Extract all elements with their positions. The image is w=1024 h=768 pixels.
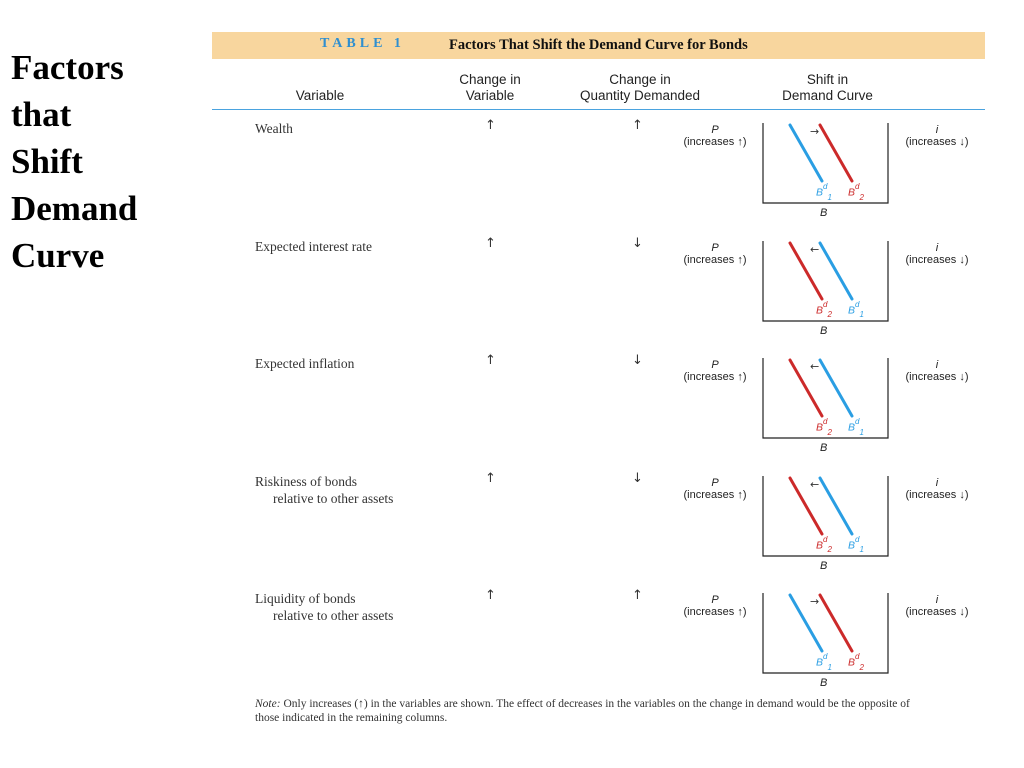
row-variable-line: relative to other assets — [273, 608, 394, 623]
row-change-quantity: ↑ — [632, 118, 643, 133]
demand-curve-original — [820, 360, 852, 416]
i-axis-label: i (increases ↓) — [905, 124, 969, 148]
note-label: Note: — [255, 698, 281, 710]
shift-arrow-icon: ← — [810, 477, 820, 491]
i-axis-label: i (increases ↓) — [905, 476, 969, 501]
row-change-variable: ↑ — [485, 588, 496, 603]
row-change-variable: ↑ — [485, 353, 496, 368]
shift-graph — [670, 588, 990, 698]
row-variable — [255, 355, 354, 372]
curve-label-original: $B^d_1$ — [848, 417, 864, 437]
x-axis-label: B — [820, 559, 828, 572]
row-change-quantity: ↓ — [632, 470, 643, 486]
p-axis-label: P (increases ↑) — [683, 359, 747, 383]
row-change-variable: ↑ — [485, 118, 496, 133]
row-variable — [255, 473, 393, 507]
curve-label-shifted: $B^d_2$ — [816, 299, 832, 320]
curve-label-shifted: $B^d_2$ — [816, 417, 832, 437]
shift-graph-svg — [670, 236, 990, 346]
header-change-in-variable: Change in Variable — [459, 72, 521, 103]
table-note — [255, 697, 935, 725]
i-axis-label: i (increases ↓) — [905, 359, 969, 383]
x-axis-label: B — [820, 442, 828, 454]
row-change-variable: ↑ — [485, 235, 496, 251]
row-variable-line: Wealth — [255, 121, 293, 136]
shift-graph-svg — [670, 471, 990, 581]
demand-curve-shifted — [820, 125, 852, 181]
table-title: Factors That Shift the Demand Curve for Bonds — [449, 37, 748, 53]
x-axis-label: B — [820, 677, 828, 689]
row-change-variable: ↑ — [485, 470, 496, 486]
x-axis-label: B — [820, 324, 828, 337]
row-change-quantity: ↑ — [632, 588, 643, 603]
slide-title-line: Curve — [11, 236, 105, 275]
curve-label-original: $B^d_1$ — [848, 534, 864, 555]
demand-curve-shifted — [820, 595, 852, 651]
shift-graph-svg — [670, 353, 990, 463]
row-variable-line: Riskiness of bonds — [255, 473, 358, 489]
row-variable — [255, 590, 393, 624]
i-axis-label: i (increases ↓) — [905, 594, 969, 618]
demand-curve-original — [820, 243, 852, 299]
shift-arrow-icon: → — [810, 125, 820, 138]
shift-graph — [670, 118, 990, 228]
row-change-quantity: ↓ — [632, 235, 643, 251]
row-variable-line: Liquidity of bonds — [255, 591, 356, 606]
shift-graph-svg — [670, 118, 990, 228]
curve-label-shifted: $B^d_2$ — [848, 182, 864, 202]
row-variable-line: relative to other assets — [273, 490, 394, 506]
demand-curve-original — [820, 478, 852, 534]
header-variable: Variable — [295, 88, 345, 103]
header-rule — [212, 109, 985, 110]
slide-title-line: that — [11, 95, 72, 134]
slide-title-line: Factors — [11, 48, 124, 87]
shift-arrow-icon: ← — [810, 360, 820, 373]
row-change-quantity: ↓ — [632, 353, 643, 368]
header-shift-in-demand: Shift in Demand Curve — [782, 72, 873, 103]
slide-title-line: Shift — [11, 142, 83, 181]
slide-title — [11, 44, 201, 279]
shift-arrow-icon: ← — [810, 242, 820, 256]
x-axis-label: B — [820, 207, 828, 219]
curve-label-original: $B^d_1$ — [848, 299, 864, 320]
curve-label-shifted: $B^d_2$ — [816, 534, 832, 555]
p-axis-label: P (increases ↑) — [683, 241, 747, 266]
slide-title-line: Demand — [11, 189, 138, 228]
shift-graph — [670, 471, 990, 581]
shift-graph — [670, 236, 990, 346]
p-axis-label: P (increases ↑) — [683, 476, 747, 501]
shift-graph — [670, 353, 990, 463]
p-axis-label: P (increases ↑) — [683, 594, 747, 618]
curve-label-shifted: $B^d_2$ — [848, 652, 864, 672]
table-label: TABLE 1 — [320, 36, 405, 51]
curve-label-original: $B^d_1$ — [816, 652, 832, 672]
header-change-in-quantity: Change in Quantity Demanded — [579, 72, 701, 103]
curve-label-original: $B^d_1$ — [816, 182, 832, 202]
i-axis-label: i (increases ↓) — [905, 241, 969, 266]
table-banner — [212, 32, 985, 59]
p-axis-label: P (increases ↑) — [683, 124, 747, 148]
row-variable-line: Expected inflation — [255, 356, 355, 371]
shift-arrow-icon: → — [810, 595, 820, 608]
shift-graph-svg — [670, 588, 990, 698]
row-variable — [255, 238, 372, 255]
note-text: Only increases (↑) in the variables are shown. The effect of decreases in the variables on the change in demand would be the opposite of those indicated in the remaining columns. — [255, 698, 910, 724]
row-variable-line: Expected interest rate — [255, 238, 372, 254]
row-variable — [255, 120, 293, 137]
